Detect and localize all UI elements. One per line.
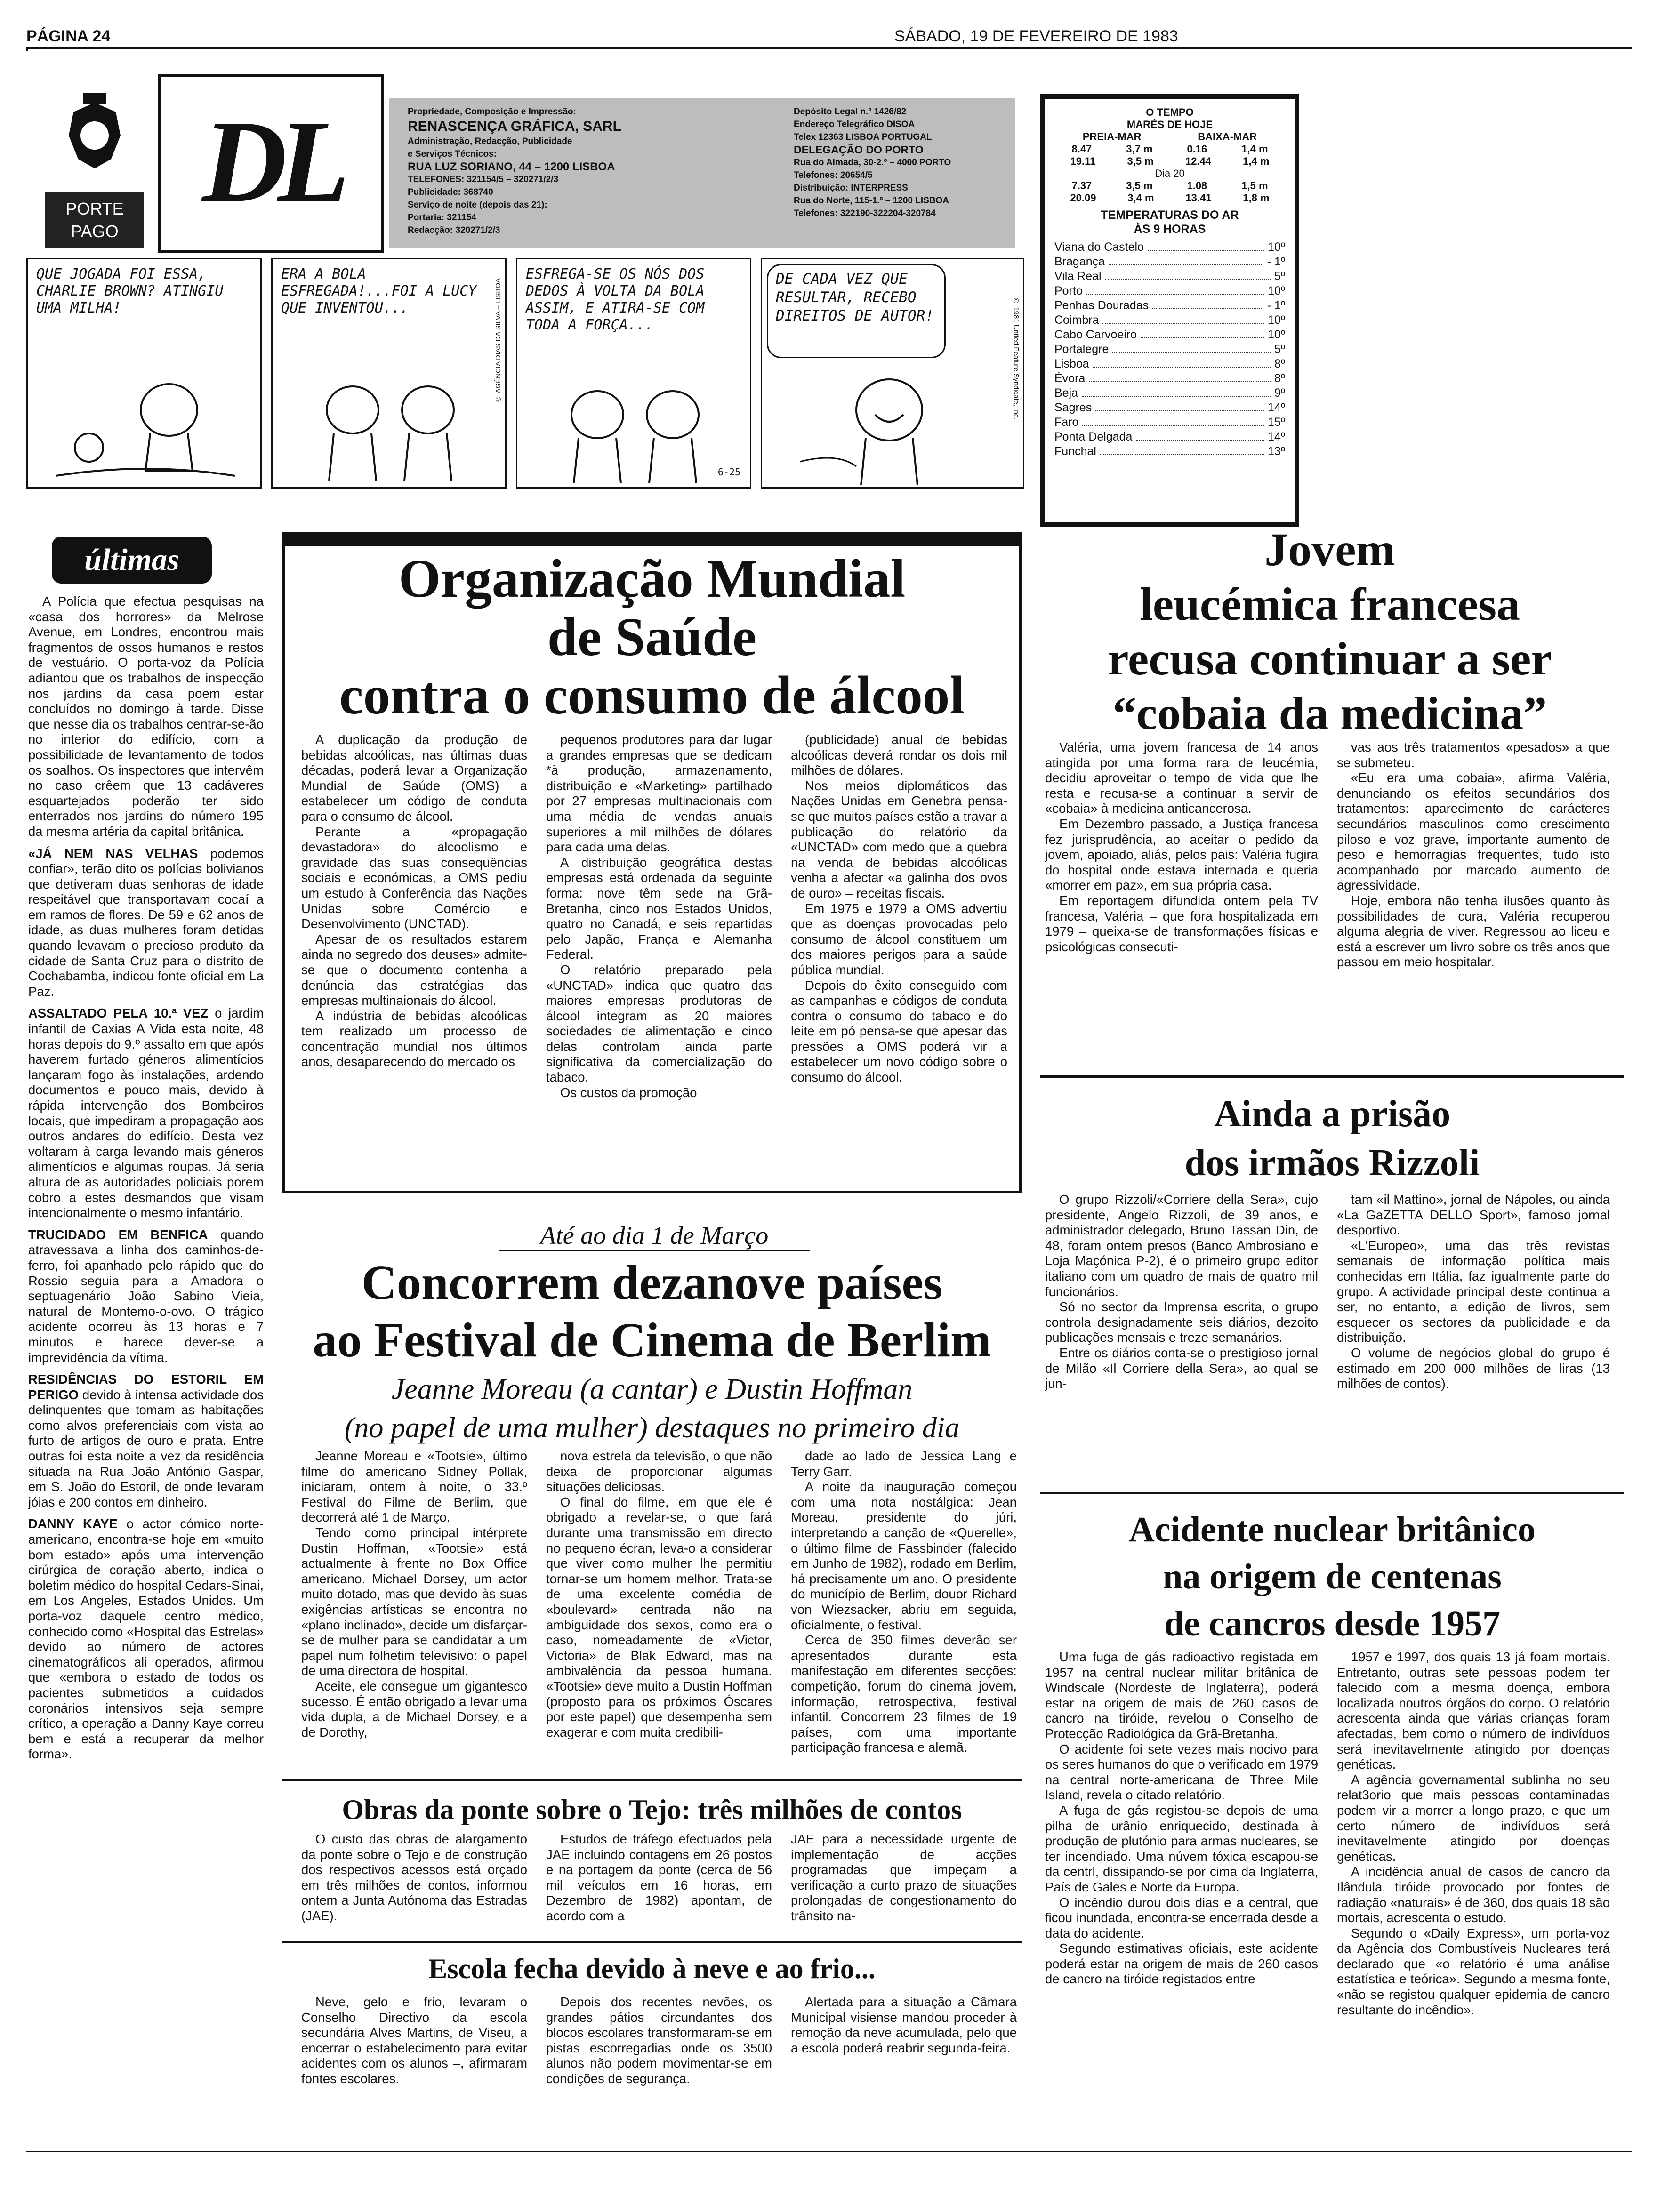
comic-panel-1 [26,258,262,489]
temps-list [1054,240,1285,459]
paragraph: Nos meios diplomáticos das Nações Unidas em Genebra pensa-se que muitos países estão a travar a publicação do relatório da «UNCTAD» com medo que a quebra na venda de bebidas alcoólicas venha a afectar «a galinha dos ovos de ouro» – receitas fiscais. [791,778,1007,900]
paragraph: Em Dezembro passado, a Justiça francesa fez jurisprudência, ao aceitar o pedido da jovem, apoiado, aliás, pelos pais: Valéria fugira do hospital onde estava internada e queria «morrer em paz», em sua própria casa. [1045,816,1318,893]
low-tide-label: BAIXA-MAR [1198,131,1257,143]
header-rule-left [26,47,28,51]
charlie-brown-figure-icon [56,377,235,485]
paragraph: A indústria de bebidas alcoólicas tem realizado um processo de concentração mundial nos últimos anos, desaparecendo do mercado os [301,1008,527,1069]
paragraph: O acidente foi sete vezes mais nocivo para os seres humanos do que o verificado em 1979 na central norte-americana de Three Mile Island, revela o citado relatório. [1045,1741,1318,1803]
news-brief [28,1516,264,1762]
temperature-value: 14º [1268,401,1285,414]
tide-value: 8.47 [1071,143,1092,155]
brief-lead: TRUCIDADO EM BENFICA [28,1227,208,1242]
speech-balloon [767,264,946,358]
paragraph: 1957 e 1997, dos quais 13 já foam mortais. Entretanto, outras sete pessoas podem ter falecido com a mesma doença, embora localizada noutros órgãos do corpo. O relatório acrescenta ainda que várias crianças foram afectadas, bem como o número de indivíduos será inevitavelmente atingido por doenças genéticas. [1337,1650,1610,1772]
city-name: Vila Real [1054,270,1102,283]
berlim-kicker: Até ao dia 1 de Março [499,1221,810,1251]
tide-value: 12.44 [1185,155,1212,167]
tide-value: 3,4 m [1127,192,1154,204]
leader-dots [1093,357,1271,368]
brief-text: devido à intensa actividade dos delinquentes que tomam as habitações como alvos preferenciais com vista ao furto de artigos de ouro e prata. Entre outras foi esta noite a vez da residência situada na Rua João António Gaspar, em S. João do Estoril, de onde levaram jóias e 200 contos em dinheiro. [28,1387,264,1509]
news-brief [28,1372,264,1510]
tide-row [1054,180,1285,192]
temperature-row [1054,430,1285,444]
paragraph: O final do filme, em que ele é obrigado a revelar-se, o que fará durante uma transmissão em directo no pequeno écran, leva-o a considerar que viver como mulher lhe permitiu tornar-se um homem melhor. Trata-se de uma excelente comédia de «boulevard» centrada não na ambiguidade dos sexos, como era o caso, nomeadamente de «Victor, Victoria» de Blak Edward, mas na ambivalência da pessoa humana. «Tootsie» deve muito a Dustin Hoffman (proposto para os próximos Óscares por este papel) que desempenha sem exagerar e com muita credibili- [546,1494,772,1739]
comic-mark: 6-25 [717,466,740,478]
ultimas-column [28,594,264,1769]
berlim-column-1 [301,1449,527,1740]
high-tide-label: PREIA-MAR [1082,131,1142,143]
temperature-value: 8º [1274,357,1285,370]
paragraph: Em 1975 e 1979 a OMS advertiu que as doenças provocadas pelo consumo de álcool constituem um dos maiores perigos para a saúde pública mundial. [791,901,1007,977]
leader-dots [1089,371,1271,382]
issue-date: SÁBADO, 19 DE FEVEREIRO DE 1983 [894,27,1178,45]
leader-dots [1148,240,1264,251]
city-name: Portalegre [1054,343,1109,356]
porte-label: PORTE [65,199,124,218]
leader-dots [1082,386,1271,397]
tide-value: 19.11 [1070,155,1096,167]
escola-column-1: Neve, gelo e frio, levaram o Conselho Directivo da escola secundária Alves Martins, de Viseu, a encerrar o estabelecimento para evitar acidentes com os alunos –, afirmaram fontes escolares. [301,1995,527,2086]
jovem-rule [1040,1075,1624,1078]
jovem-headline: Jovem leucémica francesa recusa continuar a ser “cobaia da medicina” [1108,523,1552,739]
brief-lead: «JÁ NEM NAS VELHAS [28,846,198,861]
page-number: PÁGINA 24 [26,27,111,45]
brief-text: o actor cómico norte-americano, encontra-se hoje em «muito bom estado» após uma intervenção cirúrgica de coração aberto, indica o boletim médico do hospital Cedars-Sinai, em Los Angeles, Estados Unidos. Um porta-voz daquele centro médico, conhecido como «Hospital das Estrelas» devido ao número de actores cinematográficos ali operados, afirmou que «embora o estado de todos os pacientes submetidos a cuidados coronários intensivos seja sempre crítico, a operação a Danny Kaye correu bem e está a recuperar da melhor forma». [28,1516,264,1762]
tides-table [1054,143,1285,168]
tide-value: 1,4 m [1243,155,1270,167]
paragraph: (publicidade) anual de bebidas alcoólicas deverá rondar os dois mil milhões de dólares. [791,732,1007,778]
tide-value: 1.08 [1187,180,1207,192]
tide-value: 3,5 m [1126,180,1153,192]
paragraph: «Eu era uma cobaia», afirma Valéria, denunciando os efeitos secundários dos tratamentos: aparecimento de carácteres secundários masculinos como crescimento piloso e voz grave, importante aumento de peso e hemorragias frequentes, tudo isto acompanhado por marcado aumento de agressividade. [1337,770,1610,893]
paragraph: O relatório preparado pela «UNCTAD» indica que quatro das maiores empresas produtoras de álcool integram as 20 maiores sociedades de alimentação e cinco delas controlam ainda parte significativa da comercialização do tabaco. [546,962,772,1085]
paragraph: A noite da inauguração começou com uma nota nostálgica: Jean Moreau, presidente do júri, interpretando a canção de «Querelle», o último filme de Fassbinder (falecido em Junho de 1982), rodado em Berlim, há precisamente um ano. O presidente do município de Berlim, douor Richard von Wiezsacker, abriu em seguida, oficialmente, o festival. [791,1479,1017,1632]
weather-title: O TEMPO [1146,106,1194,118]
leader-dots [1102,313,1264,324]
speech-text-1: QUE JOGADA FOI ESSA, CHARLIE BROWN? ATINGIU UMA MILHA! [36,266,224,316]
legal-info: Depósito Legal n.º 1426/82 Endereço Telegráfico DISOA Telex 12363 LISBOA PORTUGAL DELEGAÇÃO DO PORTO Rua do Almada, 30-2.º – 4000 PORTO Telefones: 20654/5 Distribuição: INTERPRESS Rua do Norte, 115-1.º – 1200 LISBOA Telefones: 322190-322204-320784 [775,98,1015,248]
oms-right-rule [1019,532,1022,1193]
temperature-row [1054,342,1285,357]
temperature-row [1054,328,1285,342]
comic-credit-right: © 1981 United Feature Syndicate, Inc. [1012,297,1020,420]
city-name: Sagres [1054,401,1092,414]
city-name: Lisboa [1054,357,1089,370]
footer-rule [26,2151,1632,2152]
paragraph: A incidência anual de casos de cancro da Ilândula tiróide provocado por fontes de radiação «naturais» é de 360, dos quais 18 são mortais, acrescenta o estudo. [1337,1864,1610,1925]
temperature-row [1054,444,1285,459]
temps-subtitle: ÀS 9 HORAS [1134,223,1206,236]
temperature-row [1054,386,1285,401]
tejo-column-1: O custo das obras de alargamento da ponte sobre o Tejo e de construção dos respectivos acessos está orçado em três milhões de contos, informou ontem a Junta Autónoma das Estradas (JAE). [301,1832,527,1923]
berlim-headline: Concorrem dezanove países ao Festival de Cinema de Berlim [313,1256,991,1367]
oms-column-1 [301,732,527,1070]
tides-title: MARÉS DE HOJE [1126,119,1213,130]
news-brief [28,594,264,840]
berlim-rule [282,1779,1022,1781]
tejo-column-2: Estudos de tráfego efectuados pela JAE incluindo contagens em 26 postos e na portagem da ponte (cerca de 56 mil veículos em 16 horas, em Dezembro de 1982) apontam, de acordo com a [546,1832,772,1923]
leader-dots [1082,415,1264,426]
temperature-value: - 1º [1267,255,1285,268]
city-name: Coimbra [1054,313,1099,327]
oms-bottom-rule [282,1191,1022,1193]
header-rule [26,47,1632,49]
oms-headline: Organização Mundial de Saúde contra o consumo de álcool [339,549,965,725]
temperature-value: 15º [1268,416,1285,429]
paragraph: «L'Europeo», uma das três revistas semanais de informação política mais conhecidas em Itália, faz igualmente parte do grupo. A actividade principal deste continua a ser, no entanto, a edição de livros, sem esquecer os sectores da publicidade e da distribuição. [1337,1238,1610,1345]
temperature-row [1054,284,1285,298]
comic-panel-2 [271,258,507,489]
escola-headline: Escola fecha devido à neve e ao frio... [428,1953,876,1984]
city-name: Bragança [1054,255,1105,268]
brief-lead: RESIDÊNCIAS DO ESTORIL EM PERIGO [28,1372,264,1402]
leader-dots [1086,284,1264,295]
news-brief [28,846,264,1000]
tides20-table [1054,180,1285,204]
news-brief [28,1227,264,1365]
oms-left-rule [282,532,285,1193]
escola-column-2: Depois dos recentes nevões, os grandes pátios circundantes dos blocos escolares transformaram-se em pistas escorregadias onde os 3500 alunos não podem movimentar-se em condições de segurança. [546,1995,772,2086]
temperature-row [1054,269,1285,284]
berlim-column-2 [546,1449,772,1740]
temperature-row [1054,415,1285,430]
tide-value: 13.41 [1185,192,1212,204]
tejo-rule [282,1941,1022,1943]
temps-title: TEMPERATURAS DO AR [1101,208,1239,222]
paragraph: A agência governamental sublinha no seu relat3orio que mais pessoas contaminadas podem vir a morrer a longo prazo, e que um certo número de indivíduos será inevitavelmente atingido por doenças genéticas. [1337,1772,1610,1864]
tide-row [1054,155,1285,168]
temperature-row [1054,371,1285,386]
paragraph: Entre os diários conta-se o prestigioso jornal de Milão «Il Corriere della Sera», ao qual se jun- [1045,1345,1318,1391]
brief-lead: DANNY KAYE [28,1516,118,1531]
paragraph: Uma fuga de gás radioactivo registada em 1957 na central nuclear militar britânica de Windscale (Nordeste de Inglaterra), poderá estar na origem de mais de 260 casos de cancro na tiróide, revelou o Conselho de Protecção Radiológica da Grã-Bretanha. [1045,1650,1318,1741]
temperature-value: - 1º [1267,299,1285,312]
brief-text: quando atravessava a linha dos caminhos-de-ferro, foi apanhado pelo rápido que do Rossio seguia para a Amadora o septuagenário João Sabino Vieia, natural de Montemo-o-ovo. O trágico acidente ocorreu às 13 horas e 7 minutos e harece dever-se a imprevidência da vítima. [28,1227,264,1365]
two-kids-ball-icon [546,382,724,485]
leader-dots [1109,255,1263,265]
leader-dots [1136,430,1264,441]
paragraph: O volume de negócios global do grupo é estimado em 200 000 milhões de liras (13 milhões de contos). [1337,1345,1610,1391]
tide-value: 1,8 m [1243,192,1270,204]
masthead [26,74,1015,253]
temperature-row [1054,255,1285,269]
city-name: Ponta Delgada [1054,430,1133,443]
brief-text: podemos confiar», terão dito os polícias bolivianos que detiveram duas senhoras de idade respeitável que transportavam cocaí a em ramos de flores. De 59 e 62 anos de idade, as duas mulheres foram detidas quando levavam o precioso produto da cidade de Santa Cruz para o distrito de Cochabamba, indicou fonte oficial em La Paz. [28,846,264,999]
paragraph: A duplicação da produção de bebidas alcoólicas, nas últimas duas décadas, poderá levar a Organização Mundial de Saúde (OMS) a estabelecer um código de conduta para o consumo de álcool. [301,732,527,824]
ultimas-label: últimas [84,543,179,577]
city-name: Funchal [1054,445,1096,458]
paragraph: Só no sector da Imprensa escrita, o grupo controla designadamente seis diários, dezoito publicações mensais e treze semanários. [1045,1299,1318,1345]
temperature-value: 10º [1268,240,1285,254]
comic-strip [26,258,1024,493]
temperature-value: 10º [1268,284,1285,297]
brief-text: A Polícia que efectua pesquisas na «casa dos horrores» da Melrose Avenue, em Londres, encontrou mais fragmentos de ossos humanos e restos de vestuário. O porta-voz da Polícia adiantou que os trabalhos de inspecção nos jardins da casa poem estar concluídos no domingo à tarde. Disse que nesse dia os trabalhos centrar-se-ão no interior do edifício, com a possibilidade de levantamento de todos os soalhos. Os inspectores que intervêm no caso crêem que 13 cadáveres esquartejados poderão ter sido enterrados nos jardins do número 195 da mesma artéria da capital britânica. [28,594,264,839]
oms-column-2 [546,732,772,1100]
jovem-column-2 [1337,740,1610,970]
comic-panel-4 [761,258,1024,489]
paragraph: A distribuição geográfica destas empresas está ordenada da seguinte forma: nove têm sede na Grã-Bretanha, cinco nos Estados Unidos, quatro no Canadá, e seis repartidas pelo Japão, França e Alemanha Federal. [546,855,772,962]
dl-logo: DL [202,96,340,227]
leader-dots [1152,298,1263,309]
logo-box [158,74,384,253]
leader-dots [1095,401,1264,411]
tide-row [1054,143,1285,155]
paragraph: Aceite, ele consegue um gigantesco sucesso. É então obrigado a levar uma vida dupla, a de Michael Dorsey, e a de Dorothy, [301,1678,527,1739]
brief-text: o jardim infantil de Caxias A Vida esta noite, 48 horas depois do 9.º assalto em que após haverem furtado géneros alimentícios lançaram fogo às instalações, ardendo documentos e pouco mais, devido à rápida intervenção dos Bombeiros locais, que impediram a propagação aos outros andares do edifício. Desta vez voltaram à carga levando mais géneros alimentícios e algumas roupas. Já seria altura de as autoridades policiais porem cobro a estes desmandos que visam intencionalmente o mesmo infantário. [28,1006,264,1220]
tejo-headline: Obras da ponte sobre o Tejo: três milhões de contos [342,1794,962,1825]
tide-value: 7.37 [1071,180,1092,192]
tejo-column-3: JAE para a necessidade urgente de implementação de acções programadas que impeçam a verificação a curto prazo de situações prolongadas de congestionamento do trânsito na- [791,1832,1017,1923]
paragraph: Perante a «propagação devastadora» do alcoolismo e gravidade das suas consequências sociais e económicas, a OMS pediu um estudo à Conferência das Nações Unidas sobre Comércio e Desenvolvimento (UNCTAD). [301,824,527,931]
paragraph: Segundo estimativas oficiais, este acidente poderá estar na origem de mais de 260 casos de cancro na tiróide registados entre [1045,1941,1318,1987]
day20-label: Dia 20 [1155,168,1185,179]
temperature-value: 5º [1274,343,1285,356]
oms-top-rule [282,532,1022,546]
temperature-row [1054,298,1285,313]
ultimas-banner [52,537,212,584]
jovem-column-1 [1045,740,1318,954]
coat-of-arms-icon [45,93,144,187]
tide-value: 3,7 m [1126,143,1153,155]
tide-row [1054,192,1285,204]
paragraph: Os custos da promoção [560,1085,697,1100]
temperature-value: 8º [1274,372,1285,385]
paragraph: Segundo o «Daily Express», um porta-voz da Agência dos Combustíveis Nucleares terá declarado que «o relatório é uma análise estatística e teórica». Segundo a mesma fonte, «não se registou qualquer epidemia de cancro resultante do incêndio». [1337,1925,1610,2017]
paragraph: Jeanne Moreau e «Tootsie», último filme do americano Sidney Pollak, iniciaram, ontem à noite, o 33.º Festival do Filme de Berlim, que decorrerá até 1 de Março. [301,1449,527,1525]
comic-panel-3 [516,258,751,489]
news-brief [28,1006,264,1220]
city-name: Faro [1054,416,1079,429]
temperature-value: 10º [1268,328,1285,341]
rizzoli-rule [1040,1492,1624,1494]
leader-dots [1105,269,1271,280]
tide-value: 20.09 [1070,192,1096,204]
leader-dots [1112,342,1271,353]
rizzoli-column-2 [1337,1192,1610,1392]
pago-label: PAGO [71,222,119,241]
temperature-row [1054,357,1285,371]
paragraph: pequenos produtores para dar lugar a grandes empresas que se dedicam *à produção, armazenamento, distribuição e «Marketing» partilhado por 27 empresas multinacionais com uma média de vendas anuais superiores a mil milhões de dólares para cada uma delas. [546,732,772,855]
berlim-column-3 [791,1449,1017,1755]
nuclear-column-1 [1045,1650,1318,1987]
brief-lead: ASSALTADO PELA 10.ª VEZ [28,1006,209,1021]
city-name: Porto [1054,284,1083,297]
leader-dots [1141,328,1264,338]
oms-column-3 [791,732,1007,1085]
temperature-row [1054,313,1285,328]
paragraph: Em reportagem difundida ontem pela TV francesa, Valéria – que fora hospitalizada em 1979 – queixa-se de transformações físicas e psicológicas consecuti- [1045,893,1318,954]
speech-text-2: ERA A BOLA ESFREGADA!...FOI A LUCY QUE INVENTOU... [281,266,477,316]
paragraph: Hoje, embora não tenha ilusões quanto às possibilidades de cura, Valéria recuperou alguma alegria de viver. Regressou ao liceu e está a escrever um livro sobre os três anos que passou em meio hospitalar. [1337,893,1610,970]
paragraph: Tendo como principal intérprete Dustin Hoffman, «Tootsie» está actualmente à frente no Box Office americano. Michael Dorsey, um actor muito dotado, mas que devido às suas exigências artísticas se encontra no «plano inclinado», decide um disfarçar-se de mulher para se candidatar a um papel num folhetim televisivo: o papel de uma directora de hospital. [301,1525,527,1678]
charlie-brown-smiling-icon [800,368,979,485]
two-kids-figure-icon [301,372,480,485]
paragraph: nova estrela da televisão, o que não deixa de proporcionar algumas situações deliciosas. [546,1449,772,1494]
escola-column-3: Alertada para a situação a Câmara Municipal visiense mandou proceder à remoção da neve acumulada, pelo que a escola poderá reabrir segunda-feira. [791,1995,1017,2055]
paragraph: O incêndio durou dois dias e a central, que ficou inundada, encontra-se encerrada desde a data do acidente. [1045,1895,1318,1940]
berlim-deck: Jeanne Moreau (a cantar) e Dustin Hoffman (no papel de uma mulher) destaques no primeiro dia [344,1373,960,1444]
rizzoli-column-1 [1045,1192,1318,1392]
paragraph: Cerca de 350 filmes deverão ser apresentados durante esta manifestação em diferentes secções: competição, forum do cinema jovem, informação, retrospectiva, festival infantil. Concorrem 23 filmes de 19 países, com uma importante participação francesa e alemã. [791,1633,1017,1755]
city-name: Cabo Carvoeiro [1054,328,1137,341]
temperature-row [1054,401,1285,415]
temperature-value: 9º [1274,386,1285,400]
temperature-value: 13º [1268,445,1285,458]
speech-text-3: ESFREGA-SE OS NÓS DOS DEDOS À VOLTA DA BOLA ASSIM, E ATIRA-SE COM TODA A FORÇA... [526,266,705,333]
temperature-value: 10º [1268,313,1285,327]
paragraph: Valéria, uma jovem francesa de 14 anos atingida por uma forma rara de leucémia, decidiu aproveitar o tempo de vida que lhe resta e recusa-se a continuar a servir de «cobaia» à medicina anticancerosa. [1045,740,1318,816]
porte-pago-box [45,192,144,248]
leader-dots [1100,444,1264,455]
comic-credit-left: © AGÊNCIA DIAS DA SILVA – LISBOA [494,278,502,403]
city-name: Beja [1054,386,1078,400]
nuclear-column-2 [1337,1650,1610,2018]
paragraph: Apesar de os resultados estarem ainda no segredo dos deuses» admite-se que o documento contenha a denúncia das estratégias das empresas multinaionais do álcool. [301,931,527,1008]
temperature-row [1054,240,1285,255]
tide-value: 1,5 m [1241,180,1268,192]
city-name: Viana do Castelo [1054,240,1144,254]
city-name: Évora [1054,372,1086,385]
tide-value: 1,4 m [1241,143,1268,155]
speech-text-4: DE CADA VEZ QUE RESULTAR, RECEBO DIREITOS DE AUTOR! [776,271,934,324]
weather-box [1040,94,1299,527]
paragraph: vas aos três tratamentos «pesados» a que se submeteu. [1337,740,1610,770]
paragraph: dade ao lado de Jessica Lang e Terry Garr. [791,1449,1017,1479]
paragraph: A fuga de gás registou-se depois de uma pilha de urânio enriquecido, destinada à produção de plutónio para armas nucleares, se ter incendiado. Uma núvem tóxica escapou-se da centrl, dissipando-se por cima da Inglaterra, País de Gales e Norte da Europa. [1045,1803,1318,1894]
paragraph: tam «il Mattino», jornal de Nápoles, ou ainda «La GaZETTA DELLO Sport», famoso jornal desportivo. [1337,1192,1610,1238]
temperature-value: 5º [1274,270,1285,283]
tide-value: 0.16 [1187,143,1207,155]
publisher-info: Propriedade, Composição e Impressão: RENASCENÇA GRÁFICA, SARL Administração, Redacção, Publicidade e Serviços Técnicos: RUA LUZ SORIANO, 44 – 1200 LISBOA TELEFONES: 321154/5 – 320271/2/3 Publicidade: 368740 Serviço de noite (depois das 21): Portaria: 321154 Redacção: 320271/2/3 [389,98,775,248]
tide-value: 3,5 m [1127,155,1154,167]
temperature-value: 14º [1268,430,1285,443]
paragraph: O grupo Rizzoli/«Corriere della Sera», cujo presidente, Angelo Rizzoli, de 39 anos, e administrador delegado, Bruno Tassan Din, de 48, foram ontem presos (Banco Ambrosiano e Loja Maçónica P-2), é o primeiro grupo editor italiano com um quadro de mais de quatro mil funcionários. [1045,1192,1318,1299]
rizzoli-headline: Ainda a prisão dos irmãos Rizzoli [1184,1093,1480,1184]
nuclear-headline: Acidente nuclear britânico na origem de centenas de cancros desde 1957 [1128,1510,1536,1643]
paragraph: Depois do êxito conseguido com as campanhas e códigos de conduta contra o consumo do tabaco e do leite em pó pensa-se que apesar das pressões a OMS poderá vir a estabelecer um novo código sobre o consumo do álcool. [791,978,1007,1085]
city-name: Penhas Douradas [1054,299,1149,312]
